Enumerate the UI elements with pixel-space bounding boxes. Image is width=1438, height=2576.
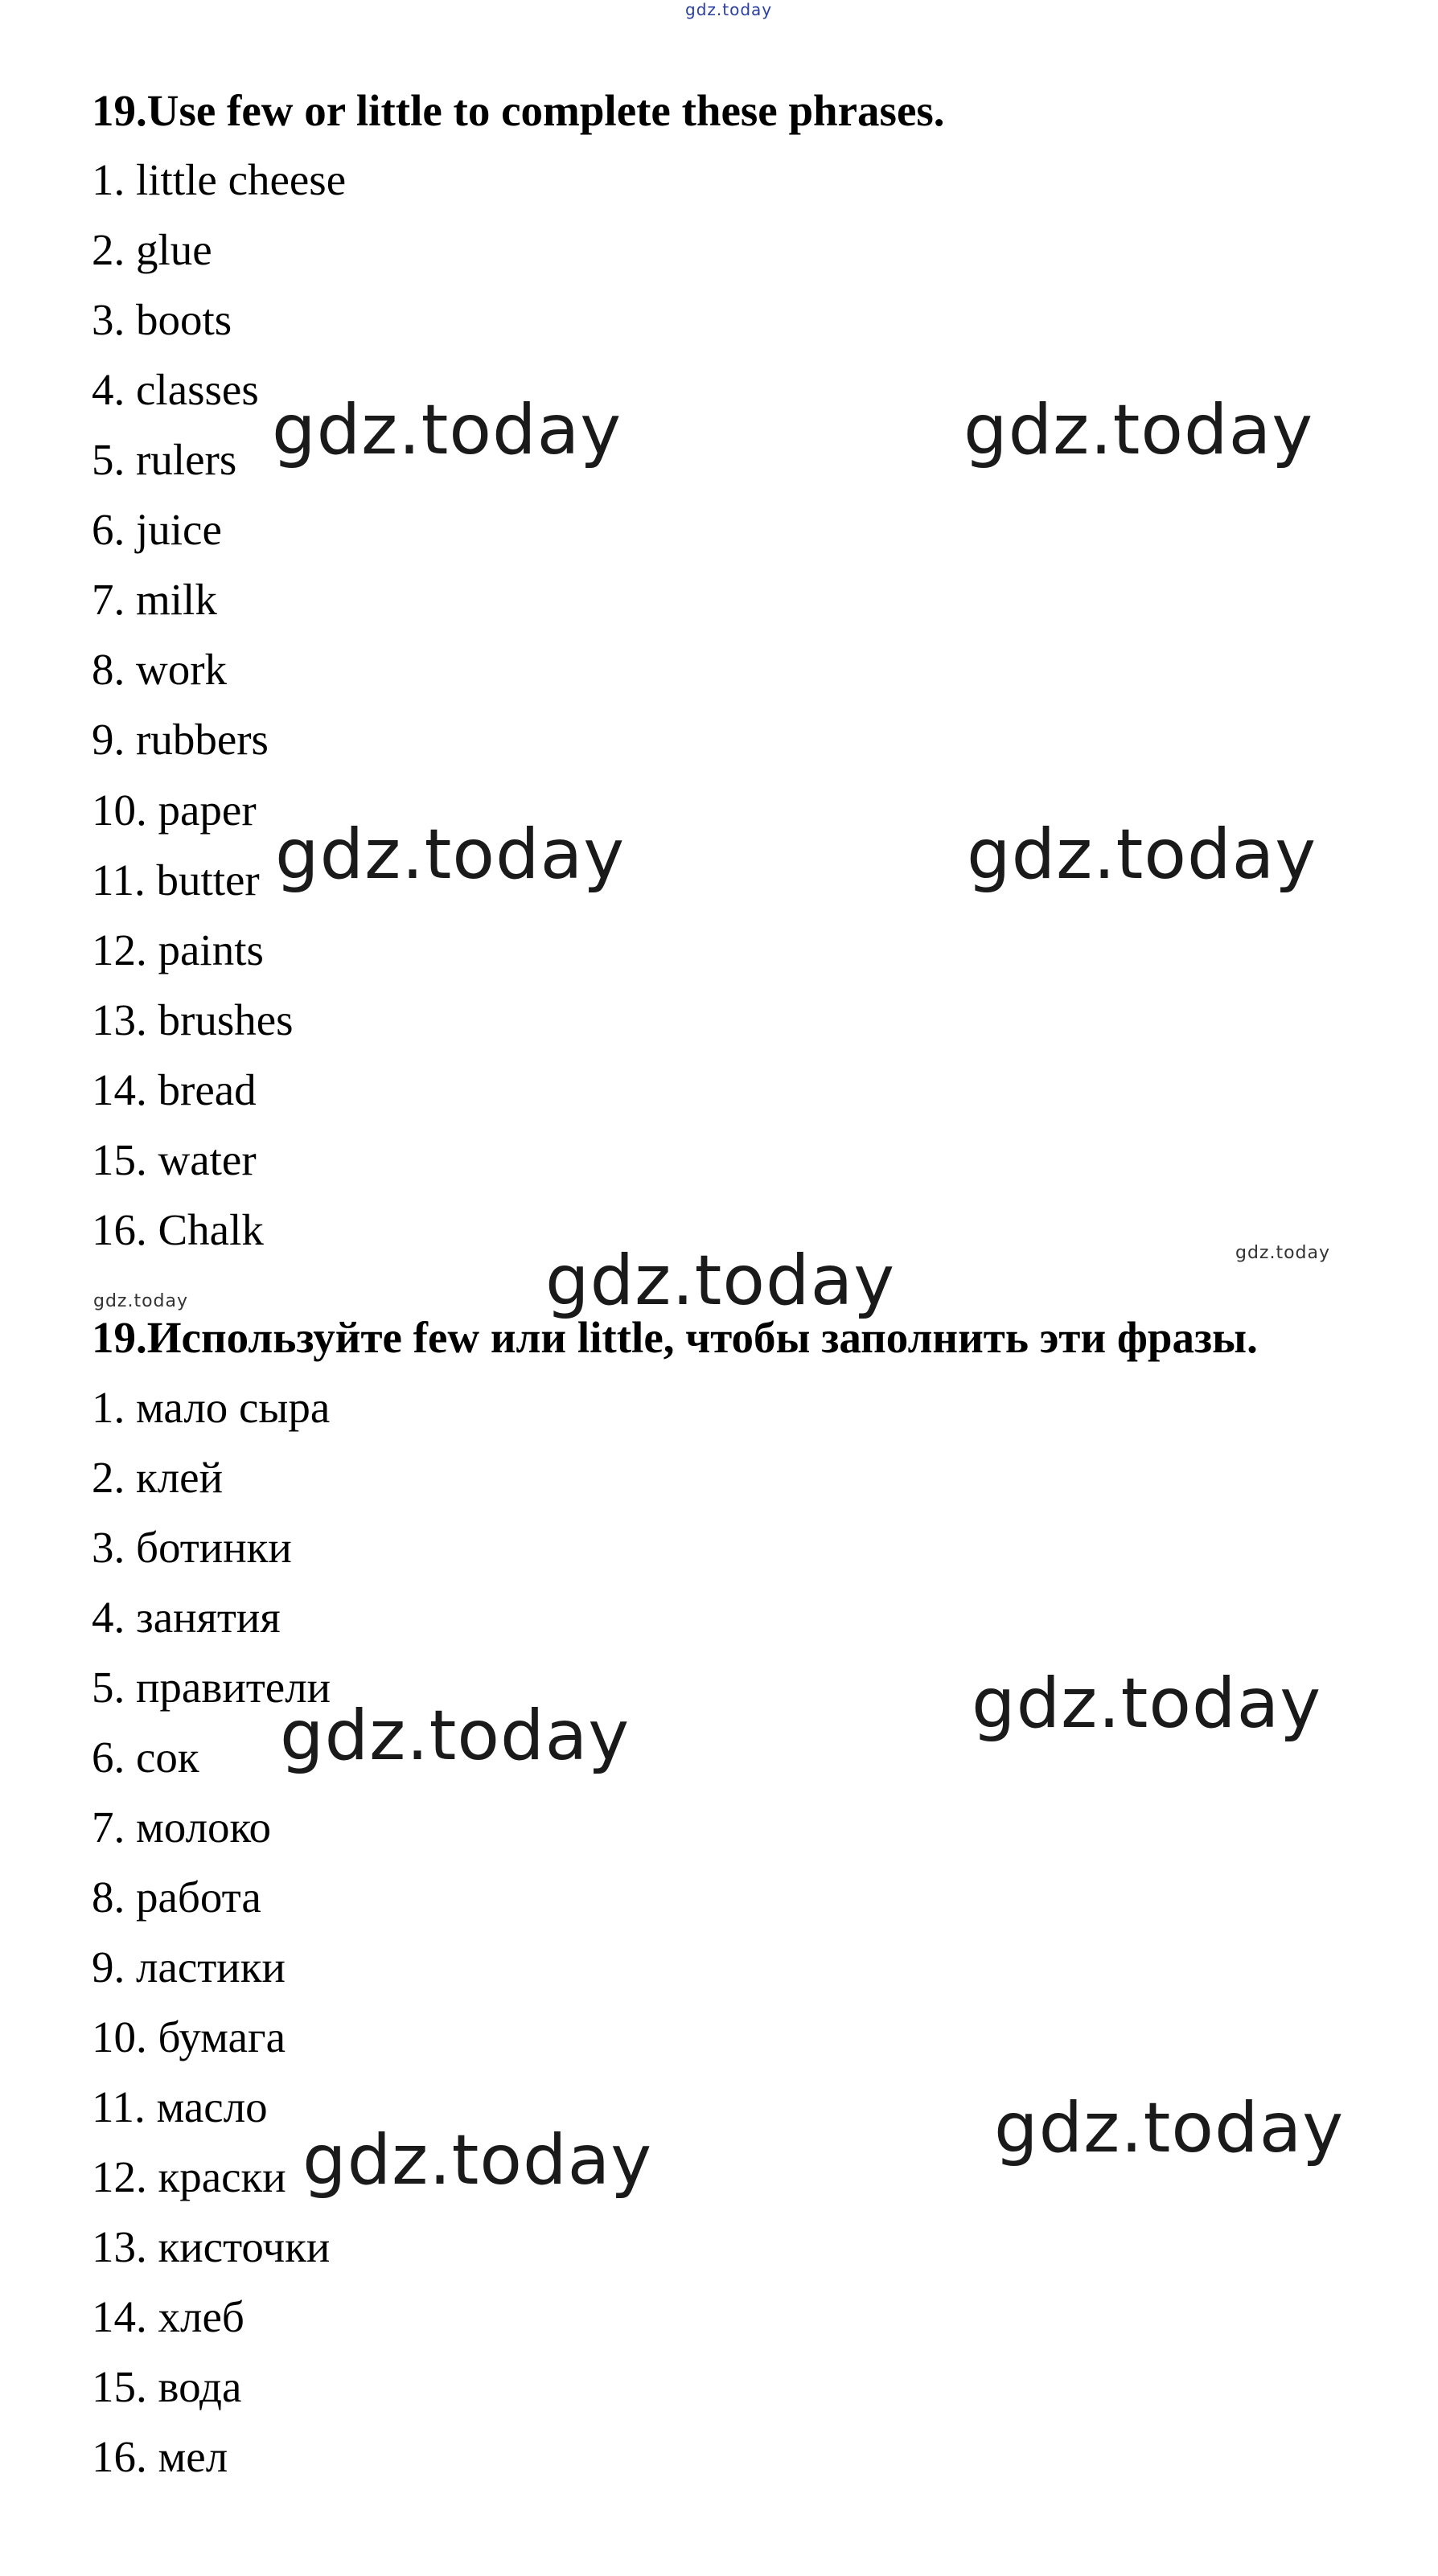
watermark: gdz.today xyxy=(972,1663,1322,1744)
list-item: 3. ботинки xyxy=(92,1523,292,1572)
list-item: 10. бумага xyxy=(92,2012,286,2061)
list-item: 15. water xyxy=(92,1135,257,1184)
list-item: 16. мел xyxy=(92,2432,228,2481)
list-item: 1. little cheese xyxy=(92,155,347,204)
russian-heading: 19.Используйте few или little, чтобы заполнить эти фразы. xyxy=(92,1313,1258,1362)
list-item: 5. правители xyxy=(92,1663,331,1712)
list-item: 4. занятия xyxy=(92,1593,281,1642)
list-item: 8. work xyxy=(92,645,228,694)
list-item: 13. brushes xyxy=(92,995,294,1044)
list-item: 3. boots xyxy=(92,295,232,344)
watermark: gdz.today xyxy=(302,2120,653,2201)
list-item: 6. сок xyxy=(92,1733,199,1782)
watermark-top: gdz.today xyxy=(685,0,773,19)
list-item: 13. кисточки xyxy=(92,2222,331,2271)
list-item: 9. ластики xyxy=(92,1942,286,1991)
list-item: 6. juice xyxy=(92,505,222,554)
list-item: 12. paints xyxy=(92,925,264,974)
list-item: 11. butter xyxy=(92,855,260,904)
list-item: 11. масло xyxy=(92,2082,268,2131)
list-item: 7. milk xyxy=(92,575,217,624)
list-item: 8. работа xyxy=(92,1873,261,1922)
list-item: 14. хлеб xyxy=(92,2292,244,2341)
watermark: gdz.today xyxy=(280,1696,631,1776)
watermark-small: gdz.today xyxy=(1235,1243,1331,1263)
list-item: 1. мало сыра xyxy=(92,1383,331,1432)
watermark: gdz.today xyxy=(545,1241,896,1321)
watermark-small: gdz.today xyxy=(93,1291,189,1311)
list-item: 5. rulers xyxy=(92,435,237,484)
list-item: 12. краски xyxy=(92,2152,286,2201)
english-heading: 19.Use few or little to complete these phrases. xyxy=(92,86,945,135)
list-item: 2. glue xyxy=(92,225,212,274)
list-item: 16. Chalk xyxy=(92,1205,264,1254)
watermark: gdz.today xyxy=(967,814,1317,895)
watermark: gdz.today xyxy=(994,2088,1345,2168)
list-item: 9. rubbers xyxy=(92,715,269,764)
list-item: 15. вода xyxy=(92,2362,242,2411)
watermark: gdz.today xyxy=(275,814,626,895)
list-item: 7. молоко xyxy=(92,1803,271,1852)
list-item: 10. paper xyxy=(92,786,257,835)
watermark: gdz.today xyxy=(272,390,622,470)
list-item: 2. клей xyxy=(92,1453,224,1502)
list-item: 14. bread xyxy=(92,1065,257,1114)
list-item: 4. classes xyxy=(92,365,259,414)
watermark: gdz.today xyxy=(963,390,1314,470)
